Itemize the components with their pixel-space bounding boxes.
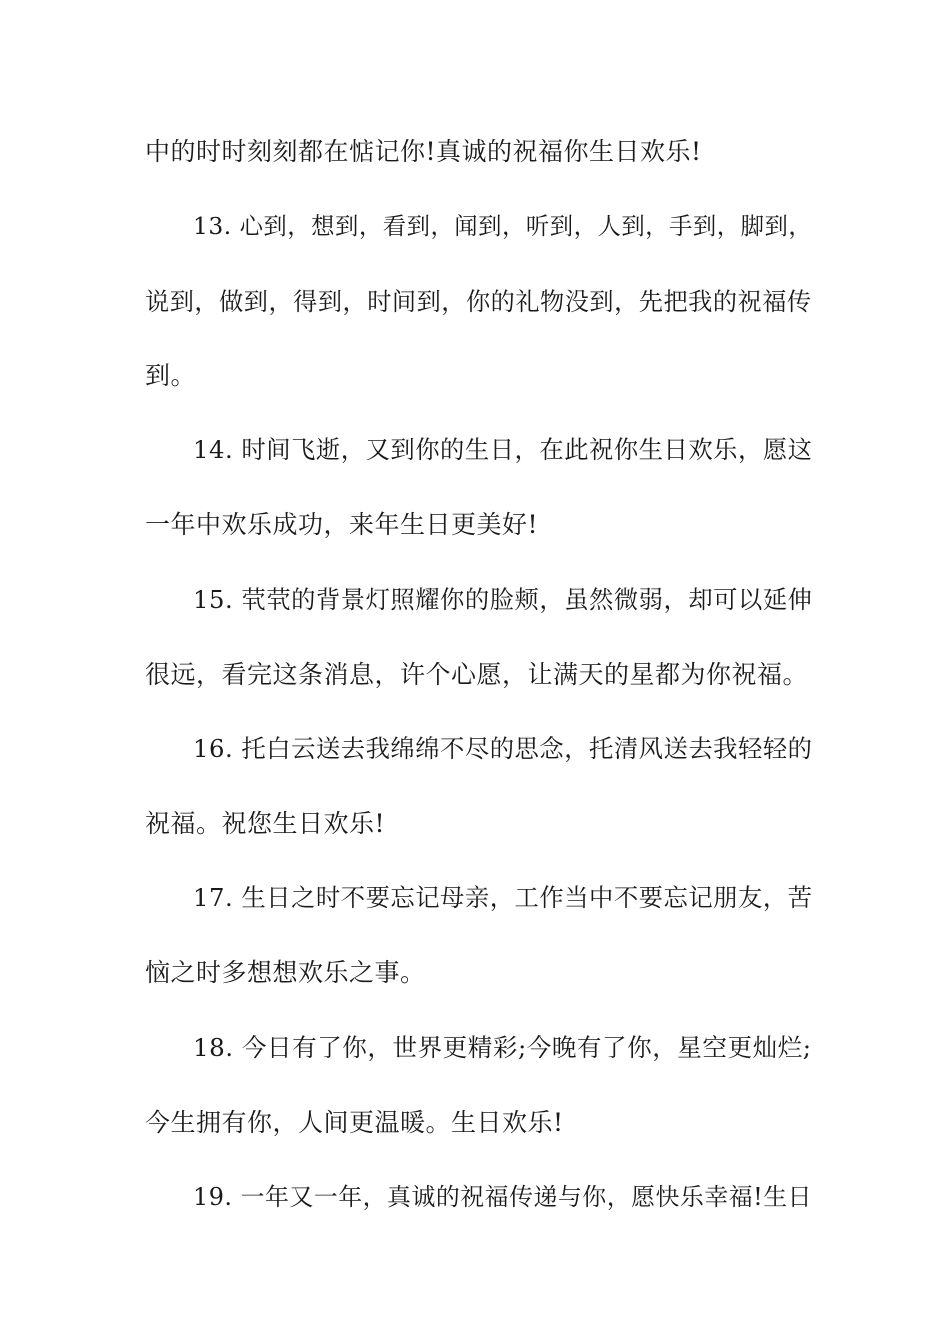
text-line: 恼之时多想想欢乐之事。: [145, 958, 426, 987]
text-line: 祝福。祝您生日欢乐!: [145, 809, 386, 838]
text-line: 说到，做到，得到，时间到，你的礼物没到，先把我的祝福传: [145, 288, 812, 316]
text-line: 今生拥有你，人间更温暖。生日欢乐!: [145, 1108, 564, 1137]
text-line: 到。: [145, 361, 197, 390]
text-line: 一年中欢乐成功，来年生日更美好!: [145, 510, 539, 539]
text-line: 19. 一年又一年，真诚的祝福传递与你，愿快乐幸福!生日: [193, 1183, 813, 1211]
text-line: 15. 茕茕的背景灯照耀你的脸颊，虽然微弱，却可以延伸: [193, 585, 813, 614]
text-line: 14. 时间飞逝，又到你的生日，在此祝你生日欢乐，愿这: [193, 435, 813, 464]
text-line: 很远，看完这条消息，许个心愿，让满天的星都为你祝福。: [145, 660, 809, 689]
text-line: 18. 今日有了你，世界更精彩;今晚有了你，星空更灿烂;: [193, 1033, 812, 1062]
text-line: 16. 托白云送去我绵绵不尽的思念，托清风送去我轻轻的: [193, 734, 813, 763]
text-line: 中的时时刻刻都在惦记你!真诚的祝福你生日欢乐!: [145, 137, 702, 166]
text-line: 13. 心到，想到，看到，闻到，听到，人到，手到，脚到，: [193, 212, 813, 240]
text-line: 17. 生日之时不要忘记母亲，工作当中不要忘记朋友，苦: [193, 883, 813, 912]
